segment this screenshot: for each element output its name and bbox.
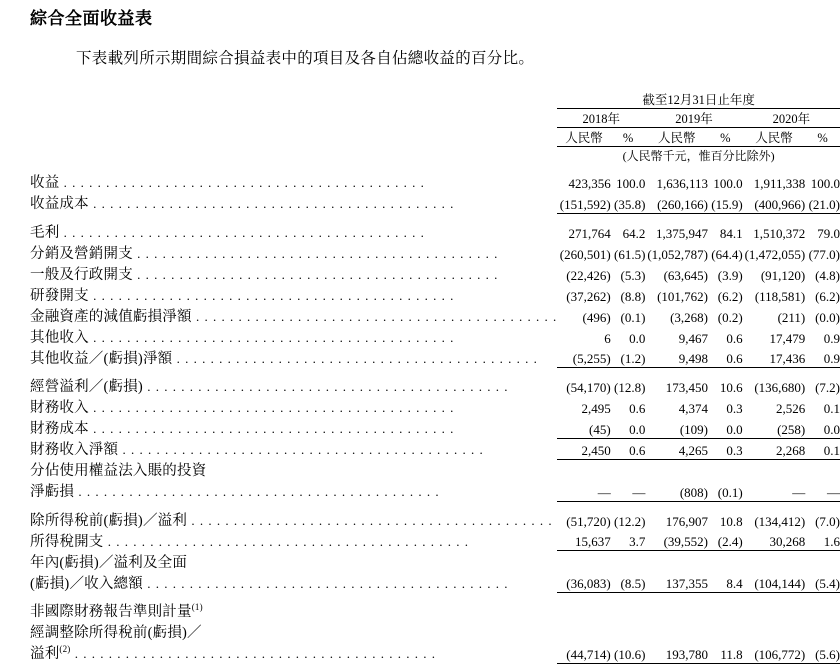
value-cell: (134,412) — [754, 513, 806, 529]
percent-cell: 0.1 — [823, 401, 840, 416]
percent-cell: (0.0) — [815, 309, 840, 325]
value-cell — [557, 459, 611, 480]
value-cell: 423,356 — [568, 176, 611, 191]
value-cell: — — [743, 480, 806, 501]
leader-dots: . . . . . . . . . . . . . . . . . . . . . . . . . . . . . . . . . . . . . . . . . . . — [191, 308, 558, 324]
value-cell — [645, 600, 708, 621]
row-label-text: 財務收入 — [30, 400, 89, 416]
value-cell: (5,255) — [557, 347, 611, 368]
value-cell: (260,166) — [645, 192, 708, 213]
value-cell: (91,120) — [760, 267, 806, 283]
row-label — [30, 551, 557, 572]
percent-cell: (1.2) — [611, 347, 646, 368]
value-cell — [645, 621, 708, 642]
percent-cell — [805, 459, 840, 480]
row-label — [30, 621, 557, 642]
value-cell: (22,426) — [566, 267, 611, 283]
percent-cell — [708, 600, 743, 621]
spacer-row — [30, 501, 840, 509]
percent-cell: 0.6 — [611, 438, 646, 459]
value-cell: 4,265 — [645, 438, 708, 459]
percent-cell: (3.9) — [717, 267, 743, 283]
table-row — [30, 509, 840, 530]
value-cell: 271,764 — [568, 225, 611, 241]
percent-cell — [708, 459, 743, 480]
leader-dots: . . . . . . . . . . . . . . . . . . . . . . . . . . . . . . . . . . . . . . . . . . . — [88, 421, 455, 436]
leader-dots: . . . . . . . . . . . . . . . . . . . . . . . . . . . . . . . . . . . . . . . . . . . — [88, 400, 455, 415]
value-cell: 1,911,338 — [753, 176, 806, 191]
value-cell: (44,714) — [557, 642, 611, 663]
table-row — [30, 326, 840, 347]
row-label-text: 溢利 — [30, 646, 60, 662]
table-row — [30, 242, 840, 263]
percent-cell: (5.6) — [805, 642, 840, 663]
row-label — [30, 284, 557, 305]
percent-cell: (0.1) — [708, 480, 743, 501]
value-cell: (3,268) — [670, 309, 708, 325]
value-cell: 2,268 — [743, 438, 806, 459]
percent-cell: (6.2) — [815, 288, 840, 304]
financial-table — [30, 90, 840, 664]
row-label-text: 年內(虧損)／溢利及全面 — [30, 554, 188, 571]
percent-cell: 0.0 — [611, 417, 646, 438]
percent-cell: (21.0) — [805, 192, 840, 213]
leader-dots: . . . . . . . . . . . . . . . . . . . . . . . . . . . . . . . . . . . . . . . . . . . — [172, 350, 538, 366]
row-label — [30, 326, 557, 347]
spacer-row — [30, 368, 840, 376]
percent-cell: 0.0 — [708, 417, 743, 438]
leader-dots: . . . . . . . . . . . . . . . . . . . . . . . . . . . . . . . . . . . . . . . . . . . — [142, 379, 509, 394]
row-label-text: 分銷及營銷開支 — [30, 245, 133, 262]
value-cell: 6 — [604, 330, 611, 346]
percent-cell: 11.8 — [708, 642, 743, 663]
row-label — [30, 530, 557, 551]
percent-cell: (7.0) — [815, 513, 840, 529]
header-percent-2019: % — [708, 128, 743, 147]
percent-cell: (5.4) — [805, 572, 840, 593]
percent-cell: (12.2) — [613, 513, 646, 529]
leader-dots: . . . . . . . . . . . . . . . . . . . . . . . . . . . . . . . . . . . . . . . . . . . — [142, 575, 509, 591]
value-cell: 9,467 — [678, 330, 708, 346]
value-cell: (51,720) — [566, 513, 611, 529]
value-cell: (260,501) — [559, 246, 611, 262]
table-row — [30, 347, 840, 368]
header-blank-cell-3 — [30, 128, 557, 147]
percent-cell: 64.2 — [622, 225, 646, 241]
header-period-label: 截至12月31日止年度 — [557, 90, 840, 109]
percent-cell: 0.3 — [726, 401, 743, 416]
header-blank-cell — [30, 90, 557, 109]
leader-dots: . . . . . . . . . . . . . . . . . . . . . . . . . . . . . . . . . . . . . . . . . . . — [132, 245, 499, 261]
value-cell: (106,772) — [743, 642, 806, 663]
table-row — [30, 530, 840, 551]
table-header-row-period — [30, 90, 840, 109]
value-cell: (101,762) — [657, 288, 708, 304]
value-cell: 2,495 — [581, 401, 611, 416]
row-label — [30, 375, 557, 396]
percent-cell — [611, 551, 646, 572]
table-row — [30, 600, 840, 621]
row-label — [30, 171, 557, 192]
table-row — [30, 417, 840, 438]
percent-cell: 0.0 — [629, 330, 646, 346]
value-cell: 15,637 — [557, 530, 611, 551]
value-cell — [743, 459, 806, 480]
percent-cell: (10.6) — [611, 642, 646, 663]
value-cell: 9,498 — [645, 347, 708, 368]
percent-cell — [708, 551, 743, 572]
percent-cell: (5.3) — [620, 267, 646, 283]
value-cell: (1,472,055) — [744, 246, 806, 262]
table-row — [30, 396, 840, 417]
percent-cell: (61.5) — [613, 246, 646, 262]
value-cell: 193,780 — [645, 642, 708, 663]
value-cell: (36,083) — [557, 572, 611, 593]
percent-cell: 3.7 — [611, 530, 646, 551]
percent-cell: (4.8) — [815, 267, 840, 283]
row-label — [30, 242, 557, 263]
table-row-continued — [30, 480, 840, 501]
header-currency-2018: 人民幣 — [557, 128, 611, 147]
spacer-row — [30, 213, 840, 221]
spacer-cell — [30, 213, 840, 221]
table-row — [30, 621, 840, 642]
row-label-text: 研發開支 — [30, 287, 89, 304]
value-cell: (808) — [645, 480, 708, 501]
unit-note: (人民幣千元，惟百分比除外) — [622, 149, 775, 163]
value-cell: (37,262) — [566, 288, 611, 304]
table-row — [30, 375, 840, 396]
leader-dots: . . . . . . . . . . . . . . . . . . . . . . . . . . . . . . . . . . . . . . . . . . . — [132, 266, 499, 282]
percent-cell: (8.5) — [611, 572, 646, 593]
row-label-text: 收益成本 — [30, 196, 89, 212]
value-cell: (1,052,787) — [647, 246, 708, 262]
percent-cell: 79.0 — [817, 225, 840, 241]
leader-dots: . . . . . . . . . . . . . . . . . . . . . . . . . . . . . . . . . . . . . . . . . . . — [59, 175, 425, 190]
value-cell — [557, 551, 611, 572]
table-row — [30, 459, 840, 480]
row-label-footnote-marker: (1) — [191, 602, 203, 613]
percent-cell: 84.1 — [719, 225, 743, 241]
row-label-text: (虧損)／收入總額 — [30, 575, 143, 592]
row-label-footnote-marker: (2) — [59, 644, 71, 655]
header-currency-2019: 人民幣 — [645, 128, 708, 147]
value-cell: (400,966) — [743, 192, 806, 213]
row-label — [30, 509, 557, 530]
value-cell: (151,592) — [557, 192, 611, 213]
row-label-text: 毛利 — [30, 224, 60, 241]
value-cell — [645, 459, 708, 480]
value-cell: 176,907 — [665, 513, 708, 529]
percent-cell: (8.8) — [620, 288, 646, 304]
percent-cell: 10.8 — [719, 513, 743, 529]
header-percent-2018: % — [611, 128, 646, 147]
percent-cell: 10.6 — [719, 380, 743, 395]
table-row — [30, 192, 840, 213]
value-cell — [743, 551, 806, 572]
percent-cell: (77.0) — [808, 246, 840, 262]
percent-cell: 0.6 — [708, 347, 743, 368]
row-label-text: 其他收益／(虧損)淨額 — [30, 350, 173, 367]
value-cell: 1,636,113 — [656, 176, 708, 191]
value-cell: (211) — [777, 309, 806, 325]
table-row-continued — [30, 572, 840, 593]
value-cell: (136,680) — [754, 380, 806, 395]
row-label-text: 其他收入 — [30, 329, 89, 346]
value-cell: 2,450 — [557, 438, 611, 459]
percent-cell: (2.4) — [708, 530, 743, 551]
header-currency-2020: 人民幣 — [743, 128, 806, 147]
percent-cell: — — [611, 480, 646, 501]
intro-paragraph: 下表載列所示期間綜合損益表中的項目及各自佔總收益的百分比。 — [76, 50, 535, 67]
percent-cell — [805, 621, 840, 642]
table-row — [30, 305, 840, 326]
row-label-text: 所得稅開支 — [30, 533, 104, 550]
row-label-text: 金融資產的減值虧損淨額 — [30, 308, 192, 325]
value-cell: (109) — [645, 417, 708, 438]
leader-dots: . . . . . . . . . . . . . . . . . . . . . . . . . . . . . . . . . . . . . . . . . . . — [74, 484, 440, 499]
value-cell: 4,374 — [678, 401, 708, 416]
percent-cell — [805, 600, 840, 621]
row-label-text: 分佔使用權益法入賬的投資 — [30, 463, 207, 479]
table-row — [30, 221, 840, 242]
header-blank-cell-2 — [30, 109, 557, 128]
spacer-row — [30, 593, 840, 601]
value-cell — [743, 621, 806, 642]
value-cell: 30,268 — [743, 530, 806, 551]
row-label — [30, 305, 557, 326]
row-label-text: 非國際財務報告準則計量 — [30, 604, 192, 620]
value-cell — [557, 621, 611, 642]
percent-cell — [805, 551, 840, 572]
row-label-text: 一般及行政開支 — [30, 266, 133, 283]
percent-cell: 0.6 — [726, 330, 743, 346]
header-year-2019: 2019年 — [645, 109, 742, 128]
row-label — [30, 221, 557, 242]
percent-cell: (6.2) — [717, 288, 743, 304]
percent-cell: 1.6 — [805, 530, 840, 551]
leader-dots: . . . . . . . . . . . . . . . . . . . . . . . . . . . . . . . . . . . . . . . . . . . — [88, 287, 455, 303]
percent-cell: (64.4) — [711, 246, 743, 262]
percent-cell: (35.8) — [611, 192, 646, 213]
row-label — [30, 438, 557, 459]
row-label — [30, 459, 557, 480]
row-label-text: 財務收入淨額 — [30, 442, 119, 458]
table-header-row-years — [30, 109, 840, 128]
percent-cell: 100.0 — [713, 176, 743, 191]
percent-cell: 100.0 — [810, 176, 840, 191]
value-cell: 173,450 — [665, 380, 708, 395]
spacer-row — [30, 164, 840, 171]
page-title: 綜合全面收益表 — [30, 9, 153, 28]
spacer-cell — [30, 368, 840, 376]
leader-dots: . . . . . . . . . . . . . . . . . . . . . . . . . . . . . . . . . . . . . . . . . . . — [187, 512, 553, 528]
table-row — [30, 263, 840, 284]
leader-dots: . . . . . . . . . . . . . . . . . . . . . . . . . . . . . . . . . . . . . . . . . . . — [88, 196, 455, 211]
percent-cell: (0.2) — [717, 309, 743, 325]
row-label — [30, 480, 557, 501]
value-cell — [557, 600, 611, 621]
percent-cell — [611, 621, 646, 642]
leader-dots: . . . . . . . . . . . . . . . . . . . . . . . . . . . . . . . . . . . . . . . . . . . — [118, 442, 484, 457]
row-label — [30, 572, 557, 593]
row-label — [30, 192, 557, 213]
percent-cell: 0.9 — [805, 347, 840, 368]
table-body — [30, 171, 840, 663]
header-percent-2020: % — [805, 128, 840, 147]
leader-dots: . . . . . . . . . . . . . . . . . . . . . . . . . . . . . . . . . . . . . . . . . . . — [70, 646, 437, 661]
value-cell: 1,375,947 — [655, 225, 708, 241]
percent-cell: 0.0 — [805, 417, 840, 438]
percent-cell: 8.4 — [708, 572, 743, 593]
percent-cell — [611, 600, 646, 621]
value-cell — [743, 600, 806, 621]
table-row — [30, 171, 840, 192]
value-cell: (496) — [582, 309, 611, 325]
value-cell: (104,144) — [743, 572, 806, 593]
header-year-2020: 2020年 — [743, 109, 840, 128]
row-label-text: 經調整除所得稅前(虧損)／ — [30, 625, 202, 641]
row-label-text: 除所得稅前(虧損)／溢利 — [30, 512, 188, 529]
percent-cell — [611, 459, 646, 480]
table-unit-note-row — [30, 147, 840, 165]
value-cell: (39,552) — [645, 530, 708, 551]
leader-dots: . . . . . . . . . . . . . . . . . . . . . . . . . . . . . . . . . . . . . . . . . . . — [88, 329, 455, 345]
value-cell: 1,510,372 — [753, 225, 806, 241]
percent-cell: 0.3 — [708, 438, 743, 459]
value-cell: (258) — [743, 417, 806, 438]
value-cell: (54,170) — [566, 380, 611, 395]
spacer-cell — [30, 593, 840, 601]
percent-cell: (0.1) — [620, 309, 646, 325]
header-year-2018: 2018年 — [557, 109, 645, 128]
value-cell: 17,436 — [743, 347, 806, 368]
row-label-text: 收益 — [30, 175, 60, 191]
leader-dots: . . . . . . . . . . . . . . . . . . . . . . . . . . . . . . . . . . . . . . . . . . . — [59, 224, 425, 240]
row-label — [30, 600, 557, 621]
leader-dots: . . . . . . . . . . . . . . . . . . . . . . . . . . . . . . . . . . . . . . . . . . . — [103, 533, 469, 549]
row-label — [30, 396, 557, 417]
table-row — [30, 284, 840, 305]
percent-cell: (12.8) — [613, 380, 646, 395]
percent-cell: 100.0 — [616, 176, 646, 191]
row-label-text: 財務成本 — [30, 421, 89, 437]
value-cell: (118,581) — [754, 288, 806, 304]
percent-cell: 0.6 — [629, 401, 646, 416]
percent-cell: (7.2) — [815, 380, 840, 395]
value-cell: — — [557, 480, 611, 501]
percent-cell — [708, 621, 743, 642]
row-label — [30, 417, 557, 438]
percent-cell: — — [805, 480, 840, 501]
row-label-text: 經營溢利／(虧損) — [30, 379, 143, 395]
value-cell: 2,526 — [776, 401, 806, 416]
table-row — [30, 438, 840, 459]
percent-cell: (15.9) — [708, 192, 743, 213]
row-label-text: 淨虧損 — [30, 484, 75, 500]
value-cell: (45) — [557, 417, 611, 438]
table-row — [30, 551, 840, 572]
row-label — [30, 263, 557, 284]
value-cell: 137,355 — [645, 572, 708, 593]
spacer-cell — [30, 501, 840, 509]
value-cell — [645, 551, 708, 572]
table-header-row-units — [30, 128, 840, 147]
percent-cell: 0.1 — [805, 438, 840, 459]
value-cell: 17,479 — [769, 330, 806, 346]
header-blank-cell-4 — [30, 147, 557, 165]
row-label — [30, 347, 557, 368]
value-cell: (63,645) — [663, 267, 708, 283]
spacer-cell — [30, 164, 840, 171]
percent-cell: 0.9 — [823, 330, 840, 346]
